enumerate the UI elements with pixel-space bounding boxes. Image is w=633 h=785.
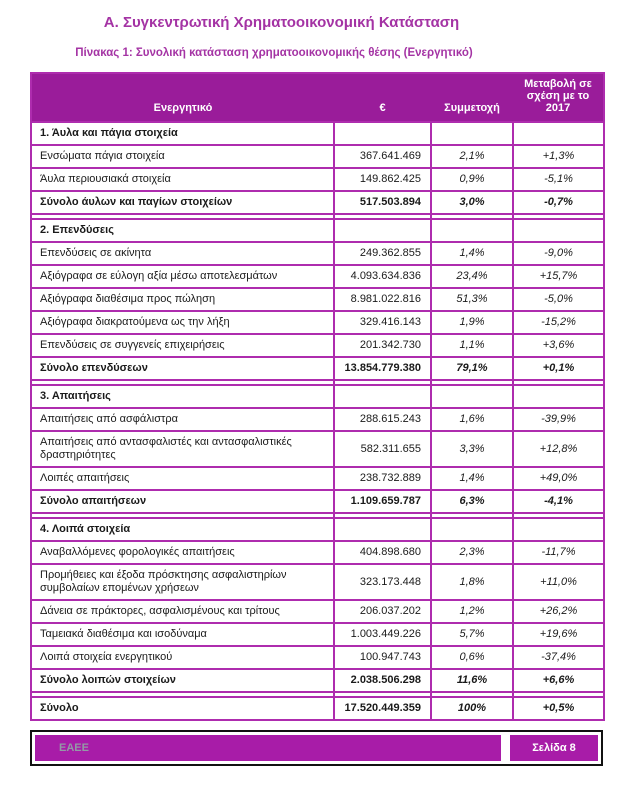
table-row-amount-cell: 288.615.243	[334, 408, 431, 431]
section-total-row-share-cell: 11,6%	[431, 669, 513, 692]
table-caption: Πίνακας 1: Συνολική κατάσταση χρηματοοικονομικής θέσης (Ενεργητικό)	[75, 47, 473, 59]
table-row-label-cell: Απαιτήσεις από ασφάλιστρα	[31, 408, 334, 431]
table-row	[31, 646, 604, 669]
table-body	[31, 122, 604, 720]
table-row-share-cell: 23,4%	[431, 265, 513, 288]
table-row-amount-cell: 4.093.634.836	[334, 265, 431, 288]
table-row-share-cell: 1,9%	[431, 311, 513, 334]
section-header-row	[31, 122, 604, 145]
table-row	[31, 311, 604, 334]
section-header-row-amount-cell	[334, 518, 431, 541]
section-total-row-amount-cell: 517.503.894	[334, 191, 431, 214]
section-header-row-change-cell	[513, 385, 604, 408]
table-row-share-cell: 3,3%	[431, 431, 513, 467]
column-header-share: Συμμετοχή	[431, 73, 513, 122]
table-row-label-cell: Ενσώματα πάγια στοιχεία	[31, 145, 334, 168]
section-header-row-share-cell	[431, 518, 513, 541]
grand-total-row-change-cell: +0,5%	[513, 697, 604, 720]
table-row	[31, 242, 604, 265]
table-row-label-cell: Αξιόγραφα διαθέσιμα προς πώληση	[31, 288, 334, 311]
table-row-change-cell: -5,0%	[513, 288, 604, 311]
table-row-label-cell: Αξιόγραφα διακρατούμενα ως την λήξη	[31, 311, 334, 334]
table-row-label-cell: Απαιτήσεις από αντασφαλιστές και αντασφαλιστικές δραστηριότητες	[31, 431, 334, 467]
table-row-share-cell: 0,9%	[431, 168, 513, 191]
section-total-row-change-cell: +6,6%	[513, 669, 604, 692]
grand-total-row	[31, 697, 604, 720]
table-row-change-cell: +49,0%	[513, 467, 604, 490]
table-row-label-cell: Ταμειακά διαθέσιμα και ισοδύναμα	[31, 623, 334, 646]
table-row-amount-cell: 367.641.469	[334, 145, 431, 168]
table-row	[31, 431, 604, 467]
section-header-row-label-cell: 1. Άυλα και πάγια στοιχεία	[31, 122, 334, 145]
section-header-row-share-cell	[431, 219, 513, 242]
section-header-row-label-cell: 3. Απαιτήσεις	[31, 385, 334, 408]
table-row-label-cell: Επενδύσεις σε ακίνητα	[31, 242, 334, 265]
section-total-row-share-cell: 6,3%	[431, 490, 513, 513]
table-row-change-cell: +12,8%	[513, 431, 604, 467]
table-row-share-cell: 2,1%	[431, 145, 513, 168]
section-total-row-amount-cell: 13.854.779.380	[334, 357, 431, 380]
table-row	[31, 600, 604, 623]
table-row-change-cell: -11,7%	[513, 541, 604, 564]
section-header-row-label-cell: 4. Λοιπά στοιχεία	[31, 518, 334, 541]
section-header-row	[31, 518, 604, 541]
table-row-label-cell: Λοιπές απαιτήσεις	[31, 467, 334, 490]
table-row-amount-cell: 582.311.655	[334, 431, 431, 467]
table-row-label-cell: Αξιόγραφα σε εύλογη αξία μέσω αποτελεσμάτων	[31, 265, 334, 288]
table-row-share-cell: 1,4%	[431, 467, 513, 490]
table-row-amount-cell: 323.173.448	[334, 564, 431, 600]
table-row-share-cell: 0,6%	[431, 646, 513, 669]
section-total-row-label-cell: Σύνολο επενδύσεων	[31, 357, 334, 380]
section-total-row-amount-cell: 1.109.659.787	[334, 490, 431, 513]
table-row-amount-cell: 201.342.730	[334, 334, 431, 357]
table-row-amount-cell: 404.898.680	[334, 541, 431, 564]
section-total-row-share-cell: 79,1%	[431, 357, 513, 380]
table-row-label-cell: Άυλα περιουσιακά στοιχεία	[31, 168, 334, 191]
section-total-row-amount-cell: 2.038.506.298	[334, 669, 431, 692]
table-row-amount-cell: 206.037.202	[334, 600, 431, 623]
section-header-row-amount-cell	[334, 219, 431, 242]
section-total-row-share-cell: 3,0%	[431, 191, 513, 214]
footer-page-box	[510, 735, 598, 761]
table-row-amount-cell: 249.362.855	[334, 242, 431, 265]
section-header-row-amount-cell	[334, 385, 431, 408]
table-row-change-cell: +19,6%	[513, 623, 604, 646]
table-row-label-cell: Λοιπά στοιχεία ενεργητικού	[31, 646, 334, 669]
table-row	[31, 408, 604, 431]
table-row-share-cell: 1,4%	[431, 242, 513, 265]
section-header-row	[31, 385, 604, 408]
table-row-change-cell: -15,2%	[513, 311, 604, 334]
column-header-assets: Ενεργητικό	[31, 73, 334, 122]
table-row-share-cell: 2,3%	[431, 541, 513, 564]
grand-total-row-label-cell: Σύνολο	[31, 697, 334, 720]
section-total-row	[31, 669, 604, 692]
table-row-change-cell: +3,6%	[513, 334, 604, 357]
section-total-row	[31, 490, 604, 513]
table-row-share-cell: 1,2%	[431, 600, 513, 623]
table-header-row	[31, 73, 604, 122]
table-row-change-cell: -5,1%	[513, 168, 604, 191]
table-row-change-cell: +15,7%	[513, 265, 604, 288]
grand-total-row-amount-cell: 17.520.449.359	[334, 697, 431, 720]
table-row	[31, 334, 604, 357]
footer-page-label: Σελίδα 8	[532, 742, 576, 754]
table-row-share-cell: 51,3%	[431, 288, 513, 311]
table-row	[31, 145, 604, 168]
table-row-share-cell: 1,6%	[431, 408, 513, 431]
table-row	[31, 564, 604, 600]
table-row	[31, 541, 604, 564]
page-title: Α. Συγκεντρωτική Χρηματοοικονομική Κατάσταση	[103, 14, 460, 31]
table-row-amount-cell: 8.981.022.816	[334, 288, 431, 311]
table-row-change-cell: -39,9%	[513, 408, 604, 431]
footer-org-bar	[35, 735, 501, 761]
table-row-label-cell: Αναβαλλόμενες φορολογικές απαιτήσεις	[31, 541, 334, 564]
table-row	[31, 288, 604, 311]
section-header-row	[31, 219, 604, 242]
table-row-share-cell: 1,8%	[431, 564, 513, 600]
column-header-euro: €	[334, 73, 431, 122]
section-header-row-share-cell	[431, 385, 513, 408]
table-row-amount-cell: 329.416.143	[334, 311, 431, 334]
section-header-row-amount-cell	[334, 122, 431, 145]
table-row-label-cell: Δάνεια σε πράκτορες, ασφαλισμένους και τρίτους	[31, 600, 334, 623]
section-total-row-change-cell: -0,7%	[513, 191, 604, 214]
financial-position-table	[30, 72, 605, 721]
section-header-row-change-cell	[513, 122, 604, 145]
section-header-row-share-cell	[431, 122, 513, 145]
table-row-change-cell: +26,2%	[513, 600, 604, 623]
table-row-change-cell: -37,4%	[513, 646, 604, 669]
table-row	[31, 623, 604, 646]
section-total-row-label-cell: Σύνολο άυλων και παγίων στοιχείων	[31, 191, 334, 214]
footer-org-label: ΕΑΕΕ	[59, 742, 89, 754]
table-row-change-cell: -9,0%	[513, 242, 604, 265]
table-row-label-cell: Επενδύσεις σε συγγενείς επιχειρήσεις	[31, 334, 334, 357]
section-total-row-change-cell: +0,1%	[513, 357, 604, 380]
table-row-amount-cell: 149.862.425	[334, 168, 431, 191]
table-row	[31, 168, 604, 191]
section-total-row-change-cell: -4,1%	[513, 490, 604, 513]
column-header-change: Μεταβολή σε σχέση με το 2017	[513, 73, 604, 122]
grand-total-row-share-cell: 100%	[431, 697, 513, 720]
section-header-row-label-cell: 2. Επενδύσεις	[31, 219, 334, 242]
table-row-share-cell: 5,7%	[431, 623, 513, 646]
section-total-row-label-cell: Σύνολο λοιπών στοιχείων	[31, 669, 334, 692]
table-row-change-cell: +1,3%	[513, 145, 604, 168]
table-row-amount-cell: 1.003.449.226	[334, 623, 431, 646]
table-row-amount-cell: 100.947.743	[334, 646, 431, 669]
table-row-amount-cell: 238.732.889	[334, 467, 431, 490]
page-footer	[30, 730, 603, 766]
section-total-row-label-cell: Σύνολο απαιτήσεων	[31, 490, 334, 513]
table-row	[31, 265, 604, 288]
section-header-row-change-cell	[513, 518, 604, 541]
table-row-label-cell: Προμήθειες και έξοδα πρόσκτησης ασφαλιστηρίων συμβολαίων επομένων χρήσεων	[31, 564, 334, 600]
section-total-row	[31, 191, 604, 214]
table-row-change-cell: +11,0%	[513, 564, 604, 600]
table-row	[31, 467, 604, 490]
table-row-share-cell: 1,1%	[431, 334, 513, 357]
section-total-row	[31, 357, 604, 380]
section-header-row-change-cell	[513, 219, 604, 242]
